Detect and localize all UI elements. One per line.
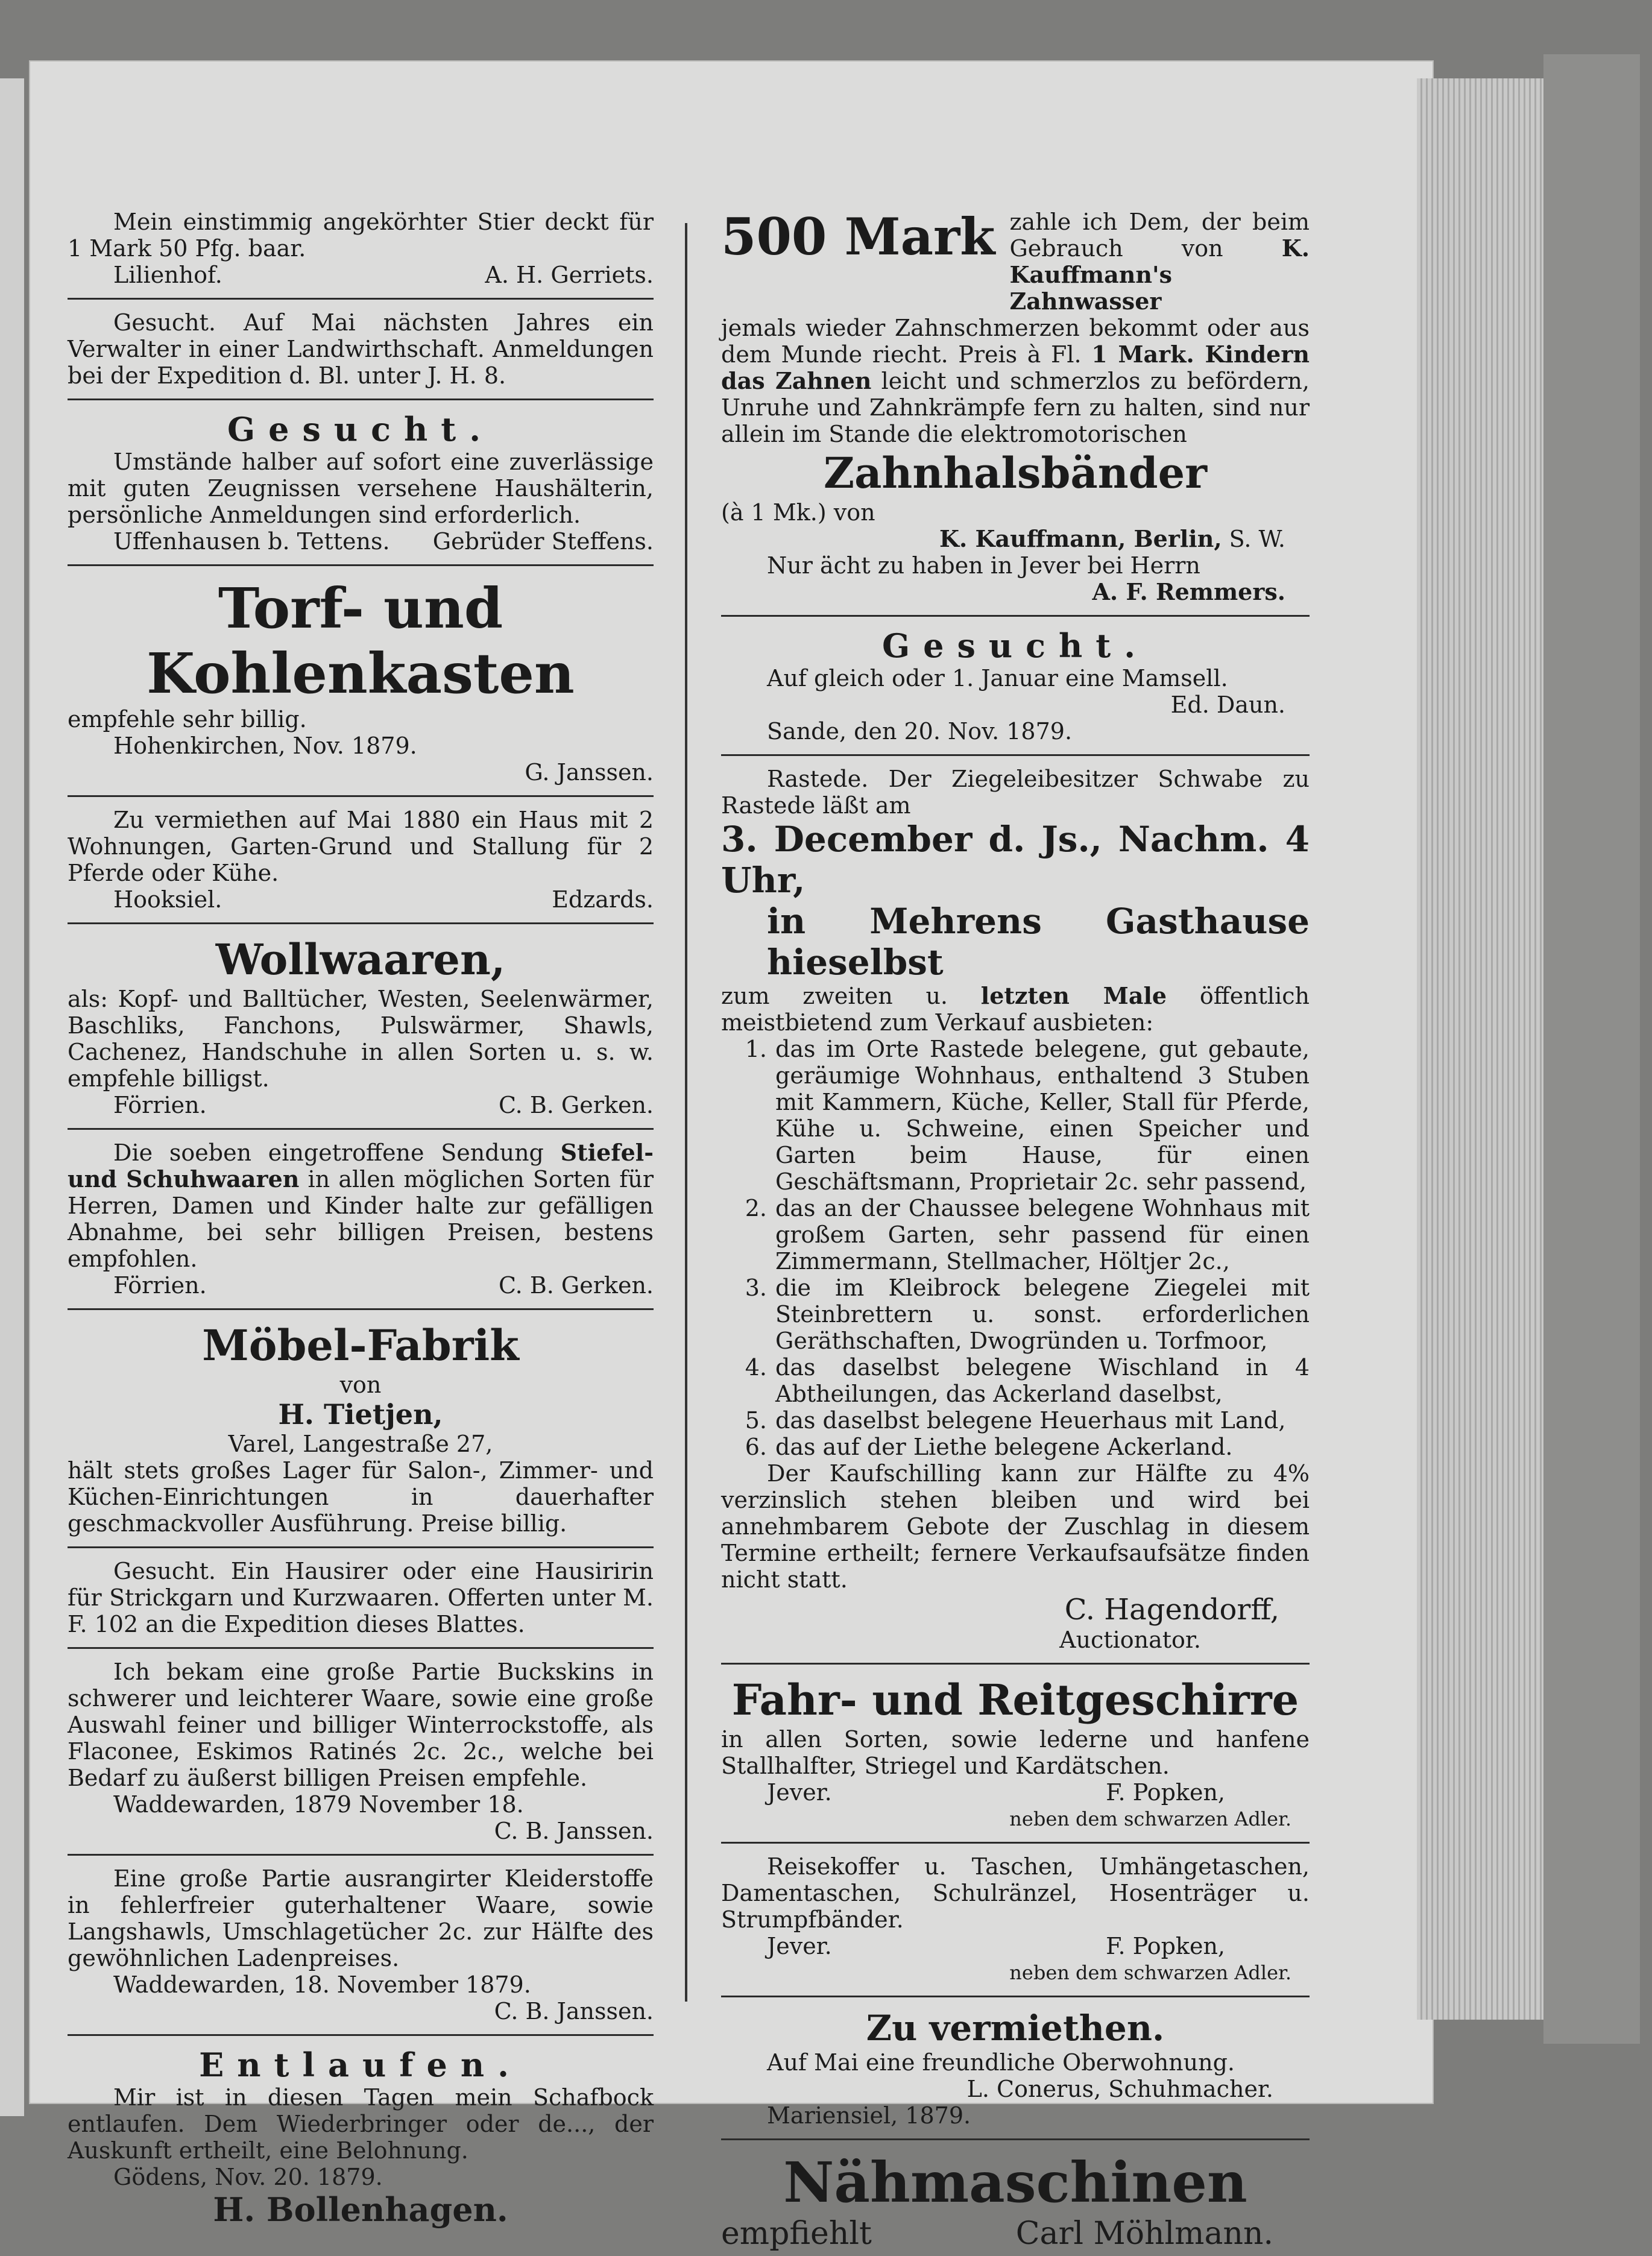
divider <box>68 1308 654 1310</box>
divider <box>68 922 654 924</box>
divider <box>721 754 1310 756</box>
ad-text-cont <box>721 315 1310 447</box>
ad-lead <box>721 209 1310 315</box>
ad-name: G. Janssen. <box>525 759 654 786</box>
ad-place: Uffenhausen b. Tettens. <box>113 528 390 555</box>
ad-signature <box>721 1779 1310 1806</box>
ad-haushaelterin <box>68 406 654 558</box>
text-run-bold: K. Kauffmann's Zahnwasser <box>1009 235 1310 315</box>
ad-title: Zu vermiethen. <box>866 2008 1165 2049</box>
ad-wollwaaren <box>68 930 654 1122</box>
ad-hausirer <box>68 1554 654 1641</box>
ad-place: Förrien. <box>113 1272 207 1299</box>
list-item <box>721 1354 1310 1407</box>
ad-text <box>1009 209 1310 315</box>
page-edges-stack <box>1417 78 1543 2020</box>
ad-place: Jever. <box>767 1779 832 1806</box>
ad-text: Ich bekam eine große Partie Buckskins in schwerer und leichterer Waare, sowie eine große Auswahl feiner und billiger Winterrockstoffe, als Flaconee, Eskimos Ratinés 2c. 2c., welche bei Bedarf zu äußerst billigen Preisen empfehle. <box>68 1659 654 1791</box>
divider <box>721 615 1310 617</box>
ad-left-text: empfiehlt <box>721 2216 872 2252</box>
item-number: 5. <box>745 1407 767 1434</box>
ad-fahrgeschirre <box>721 1671 1310 1836</box>
list-item <box>721 1407 1310 1434</box>
item-number: 1. <box>745 1036 767 1062</box>
ad-name: F. Popken, <box>1106 1933 1225 1959</box>
ad-firm: H. Tietjen, <box>278 1398 443 1431</box>
item-text: das an der Chaussee belegene Wohnhaus mit großem Garten, sehr passend für einen Zimmermann, Stellmacher, Höltjer 2c., <box>775 1195 1310 1275</box>
column-divider <box>685 223 687 2002</box>
ad-intro: Rastede. Der Ziegeleibesitzer Schwabe zu Rastede läßt am <box>721 766 1310 819</box>
ad-text: Auf gleich oder 1. Januar eine Mamsell. <box>767 665 1228 692</box>
ad-date: Waddewarden, 18. November 1879. <box>113 1971 531 1998</box>
ad-text: Gesucht. Ein Hausirer oder eine Hausiririn für Strickgarn und Kurzwaaren. Offerten unter M. F. 102 an die Expedition dieses Blattes. <box>68 1558 654 1637</box>
ad-oberwohnung <box>721 2003 1310 2132</box>
ad-role: Auctionator. <box>1059 1627 1201 1653</box>
text-run: jemals wieder Zahnschmerzen bekommt oder aus dem Munde riecht. Preis à Fl. <box>721 315 1310 368</box>
ad-signature <box>721 1933 1310 1959</box>
list-item <box>721 1036 1310 1195</box>
ad-title: Entlaufen. <box>199 2046 522 2084</box>
divider <box>68 1854 654 1856</box>
left-column <box>68 205 654 2232</box>
item-number: 2. <box>745 1195 767 1221</box>
ad-text: Mir ist in diesen Tagen mein Schafbock entlaufen. Dem Wiederbringer oder de..., der Auskunft ertheilt, eine Belohnung. <box>68 2084 654 2164</box>
ad-title: Gesucht. <box>227 410 494 449</box>
ad-stier <box>68 205 654 292</box>
previous-page-edge <box>0 78 24 2116</box>
ad-title: Nähmaschinen <box>783 2150 1247 2215</box>
ad-name: C. Hagendorff, <box>1064 1593 1279 1627</box>
ad-name: C. B. Gerken. <box>498 1272 654 1299</box>
ad-mamsell <box>721 623 1310 748</box>
text-run-bold: K. Kauffmann, Berlin, <box>939 525 1222 552</box>
ad-name: C. B. Janssen. <box>494 1818 654 1844</box>
ad-von: von <box>339 1372 382 1398</box>
divider <box>721 1996 1310 1997</box>
ad-maker <box>721 526 1310 552</box>
ad-heading-place: in Mehrens Gasthause hieselbst <box>767 901 1310 983</box>
ad-text: Auf Mai eine freundliche Oberwohnung. <box>767 2049 1235 2076</box>
ad-date: Gödens, Nov. 20. 1879. <box>113 2164 383 2190</box>
ad-entlaufen <box>68 2042 654 2232</box>
ad-vermiethen-haus <box>68 803 654 916</box>
ad-naehmaschinen <box>721 2146 1310 2256</box>
ad-place: Förrien. <box>113 1092 207 1118</box>
ad-signature <box>68 262 654 288</box>
divider <box>68 399 654 400</box>
divider <box>68 1647 654 1649</box>
ad-buckskins <box>68 1655 654 1848</box>
ad-verkauf-rastede <box>721 762 1310 1657</box>
ad-reisekoffer <box>721 1850 1310 1990</box>
book-cover-board <box>1543 54 1640 2044</box>
ad-name: H. Bollenhagen. <box>213 2190 508 2229</box>
list-item <box>721 1434 1310 1460</box>
ad-place: Hooksiel. <box>113 886 222 913</box>
ad-name: Gebrüder Steffens. <box>432 528 654 555</box>
ad-place: Hohenkirchen, Nov. 1879. <box>113 733 417 759</box>
ad-signature <box>68 1272 654 1299</box>
divider <box>721 2138 1310 2140</box>
ad-place: Jever. <box>767 1933 832 1959</box>
ad-moebel <box>68 1316 654 1540</box>
ad-name: A. H. Gerriets. <box>485 262 654 288</box>
divider <box>721 1842 1310 1844</box>
ad-date: Mariensiel, 1879. <box>767 2102 971 2129</box>
ad-title: Möbel-Fabrik <box>202 1320 519 1370</box>
text-run: Die soeben eingetroffene Sendung <box>113 1139 561 1166</box>
ad-big-amount: 500 Mark <box>721 207 995 266</box>
ad-date: Waddewarden, 1879 November 18. <box>113 1791 524 1818</box>
ad-title: Wollwaaren, <box>215 934 506 985</box>
divider <box>68 1128 654 1130</box>
right-column <box>721 205 1310 2256</box>
item-number: 6. <box>745 1434 767 1460</box>
ad-name: Ed. Daun. <box>1170 692 1285 718</box>
item-number: 4. <box>745 1354 767 1381</box>
ad-place: Lilienhof. <box>113 262 222 288</box>
divider <box>68 298 654 300</box>
text-run: in allen möglichen Sorten für Herren, Damen und Kinder halte zur gefälligen Abnahme, bei sehr billigen Preisen, bestens empfohlen. <box>68 1166 654 1272</box>
text-run-bold: 1 Mark. Kindern das Zahnen <box>721 341 1310 394</box>
ad-footer <box>721 2215 1310 2252</box>
text-run: öffentlich meistbietend zum Verkauf ausbieten: <box>721 983 1310 1036</box>
ad-title: Fahr- und Reitgeschirre <box>731 1675 1299 1725</box>
item-text: das daselbst belegene Wischland in 4 Abtheilungen, das Ackerland daselbst, <box>775 1354 1310 1407</box>
ad-address: Varel, Langestraße 27, <box>228 1431 493 1457</box>
item-text: die im Kleibrock belegene Ziegelei mit Steinbrettern u. sonst. erforderlichen Geräthschaften, Dwogründen u. Torfmoor, <box>775 1275 1310 1354</box>
ad-text: Umstände halber auf sofort eine zuverlässige mit guten Zeugnissen versehene Haushälterin, persönliche Anmeldungen sind erforderlich. <box>68 449 654 528</box>
ad-text <box>68 1139 654 1272</box>
ad-text: Reisekoffer u. Taschen, Umhängetaschen, Damentaschen, Schulränzel, Hosenträger u. Strumpfbänder. <box>721 1853 1310 1933</box>
divider <box>68 2034 654 2036</box>
text-run: zahle ich Dem, der beim Gebrauch von <box>1009 209 1310 262</box>
ad-name: Edzards. <box>552 886 654 913</box>
ad-text: hält stets großes Lager für Salon-, Zimmer- und Küchen-Einrichtungen in dauerhafter geschmackvoller Ausführung. Preise billig. <box>68 1457 654 1537</box>
ad-heading-date: 3. December d. Js., Nachm. 4 Uhr, <box>721 819 1310 901</box>
text-run: leicht und schmerzlos zu befördern, Unruhe und Zahnkrämpfe fern zu halten, sind nur allein im Stande die elektromotorischen <box>721 368 1310 447</box>
divider <box>68 564 654 566</box>
list-item <box>721 1275 1310 1354</box>
ad-text: als: Kopf- und Balltücher, Westen, Seelenwärmer, Baschliks, Fanchons, Pulswärmer, Shawls, Cachenez, Handschuhe in allen Sorten u. s. w. empfehle billigst. <box>68 986 654 1092</box>
ad-item-list <box>721 1036 1310 1460</box>
ad-title: Gesucht. <box>881 626 1149 665</box>
ad-kleiderstoffe <box>68 1862 654 2028</box>
ad-name: L. Conerus, Schuhmacher. <box>966 2076 1273 2102</box>
ad-name: Carl Möhlmann. <box>1015 2216 1273 2252</box>
ad-zahnwasser <box>721 205 1310 609</box>
ad-text: in allen Sorten, sowie lederne und hanfene Stallhalfter, Striegel und Kardätschen. <box>721 1726 1310 1779</box>
ad-text: Mein einstimmig angekörhter Stier deckt für 1 Mark 50 Pfg. baar. <box>68 209 654 262</box>
divider <box>721 1663 1310 1665</box>
ad-schuhwaaren <box>68 1136 654 1302</box>
ad-text: Eine große Partie ausrangirter Kleiderstoffe in fehlerfreier guterhaltener Waare, sowie Langshawls, Umschlagetücher 2c. zur Hälfte des gewöhnlichen Ladenpreises. <box>68 1865 654 1971</box>
ad-name: C. B. Janssen. <box>494 1998 654 2024</box>
item-number: 3. <box>745 1275 767 1301</box>
ad-name: F. Popken, <box>1106 1779 1225 1806</box>
ad-text: empfehle sehr billig. <box>68 706 307 733</box>
text-run-bold: letzten Male <box>980 982 1167 1009</box>
ad-note: neben dem schwarzen Adler. <box>1009 1961 1291 1984</box>
ad-agent: A. F. Remmers. <box>1092 578 1285 605</box>
ad-name: C. B. Gerken. <box>498 1092 654 1118</box>
ad-price: (à 1 Mk.) von <box>721 499 875 526</box>
divider <box>68 795 654 797</box>
ad-torf <box>68 572 654 789</box>
text-run: S. W. <box>1222 526 1285 552</box>
item-text: das im Orte Rastede belegene, gut gebaute, geräumige Wohnhaus, enthaltend 3 Stuben mit Kammern, Küche, Keller, Stall für Pferde, Kühe u. Schweine, einen Speicher und Garten beim Hause, für einen Geschäftsmann, Proprietair 2c. sehr passend, <box>775 1036 1310 1195</box>
item-text: das auf der Liethe belegene Ackerland. <box>775 1434 1233 1460</box>
ad-note: neben dem schwarzen Adler. <box>1009 1807 1291 1830</box>
ad-text: Gesucht. Auf Mai nächsten Jahres ein Verwalter in einer Landwirthschaft. Anmeldungen bei der Expedition d. Bl. unter J. H. 8. <box>68 309 654 389</box>
ad-text: Zu vermiethen auf Mai 1880 ein Haus mit 2 Wohnungen, Garten-Grund und Stallung für 2 Pferde oder Kühe. <box>68 807 654 886</box>
ad-text <box>721 983 1310 1036</box>
text-run: zum zweiten u. <box>721 983 981 1009</box>
ad-signature <box>68 528 654 555</box>
divider <box>68 1546 654 1548</box>
ad-agent-line: Nur ächt zu haben in Jever bei Herrn <box>767 552 1200 579</box>
text-run-bold: Stiefel- und Schuhwaaren <box>68 1139 654 1193</box>
item-text: das daselbst belegene Heuerhaus mit Land, <box>775 1407 1286 1434</box>
ad-title: Zahnhalsbänder <box>823 448 1208 498</box>
ad-signature <box>68 886 654 913</box>
ad-title: Torf- und Kohlenkasten <box>147 576 575 706</box>
ad-closing: Der Kaufschilling kann zur Hälfte zu 4% verzinslich stehen bleiben und wird bei annehmbarem Gebote der Zuschlag in diesem Termine ertheilt; fernere Verkaufsaufsätze finden nicht statt. <box>721 1460 1310 1593</box>
list-item <box>721 1195 1310 1275</box>
ad-verwalter <box>68 306 654 392</box>
ad-date: Sande, den 20. Nov. 1879. <box>767 718 1073 745</box>
ad-signature <box>68 1092 654 1118</box>
